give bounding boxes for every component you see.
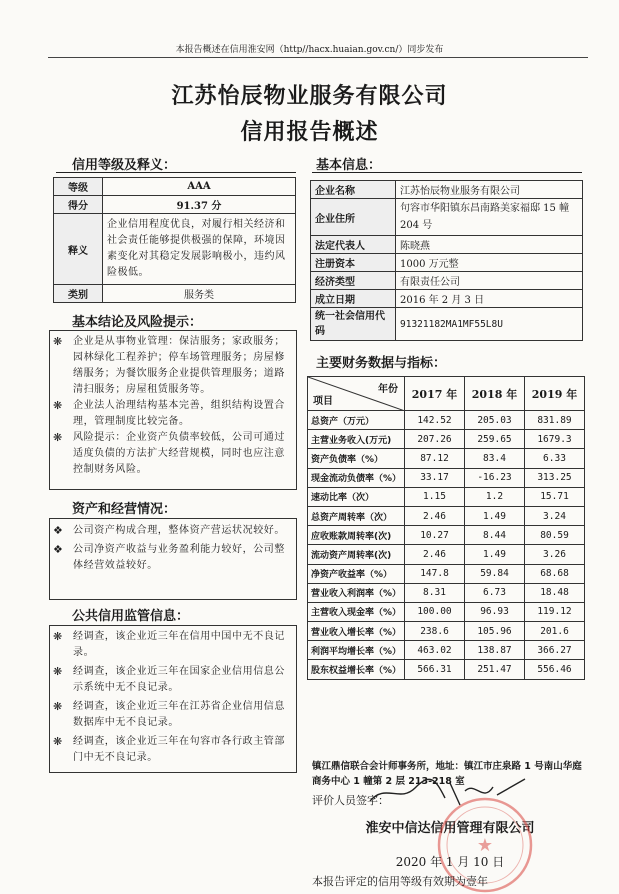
metric-value: 207.26 (405, 430, 465, 449)
table-row (308, 545, 585, 564)
bullet-star-icon: ❋ (53, 630, 63, 643)
bullet-diamond-icon: ❖ (53, 524, 64, 537)
supervision-box (49, 625, 297, 773)
bullet-star-icon: ❋ (53, 735, 63, 748)
table-row (308, 583, 585, 602)
metric-value: 138.87 (465, 641, 525, 660)
metric-value: 205.03 (465, 411, 525, 430)
conclusion-box (49, 330, 297, 490)
credit-code-label: 统一社会信用代码 (311, 308, 396, 341)
metric-label: 利润平均增长率（%） (308, 641, 405, 660)
grade-table (53, 177, 296, 303)
report-title: 信用报告概述 (240, 119, 379, 145)
table-row (308, 449, 585, 468)
metric-value: 142.52 (405, 411, 465, 430)
table-row (54, 214, 296, 285)
table-row (54, 178, 296, 196)
table-row (308, 430, 585, 449)
table-row (308, 506, 585, 525)
founded-label: 成立日期 (311, 290, 396, 308)
metric-label: 资产负债率（%） (308, 449, 405, 468)
metric-value: 238.6 (405, 622, 465, 641)
metric-value: 2.46 (405, 545, 465, 564)
table-row (311, 199, 583, 236)
credit-code-value: 91321182MA1MF55L8U (396, 308, 583, 341)
table-row (308, 487, 585, 506)
metric-value: 96.93 (465, 602, 525, 621)
metric-value: 1.49 (465, 545, 525, 564)
grade-value: AAA (103, 178, 296, 196)
founded-value: 2016 年 2 月 3 日 (396, 290, 583, 308)
conclusion-item-text: 企业法人治理结构基本完善，组织结构设置合理，管理制度比较完备。 (73, 400, 285, 427)
metric-value: 59.84 (465, 564, 525, 583)
table-row (308, 411, 585, 430)
list-item (50, 519, 296, 539)
metric-value: 6.73 (465, 583, 525, 602)
bullet-star-icon: ❋ (53, 399, 63, 412)
metric-value: 251.47 (465, 660, 525, 679)
company-name-value: 江苏怡辰物业服务有限公司 (396, 181, 583, 199)
metric-value: 8.44 (465, 526, 525, 545)
metric-label: 应收账款周转率(次) (308, 526, 405, 545)
table-row (311, 308, 583, 341)
basic-section-rule (312, 172, 582, 173)
metric-value: 259.65 (465, 430, 525, 449)
table-row (54, 285, 296, 303)
assets-box (49, 518, 297, 600)
bullet-diamond-icon: ❖ (53, 543, 64, 556)
table-row (308, 641, 585, 660)
company-name-label: 企业名称 (311, 181, 396, 199)
list-item (50, 626, 296, 661)
grade-section-heading: 信用等级及释义： (72, 158, 177, 173)
table-row (308, 602, 585, 621)
assets-item-text: 公司净资产收益与业务盈利能力较好，公司整体经营效益较好。 (73, 544, 285, 571)
publish-note: 本报告概述在信用淮安网（http//hacx.huaian.gov.cn/）同步发布 (175, 45, 444, 55)
diagonal-header-cell (308, 377, 405, 411)
metric-label: 总资产周转率（次） (308, 506, 405, 525)
capital-label: 注册资本 (311, 254, 396, 272)
issuer-name: 淮安中信达信用管理有限公司 (365, 821, 535, 836)
table-row (308, 468, 585, 487)
metric-label: 流动资产周转率(次) (308, 545, 405, 564)
category-value: 服务类 (103, 285, 296, 303)
metric-value: 18.48 (525, 583, 585, 602)
address-value: 句容市华阳镇东昌南路美家福邸 15 幢 204 号 (396, 199, 583, 236)
metric-value: 147.8 (405, 564, 465, 583)
grade-label: 等级 (54, 178, 103, 196)
list-item (50, 661, 296, 696)
table-row (308, 622, 585, 641)
bullet-star-icon: ❋ (53, 335, 63, 348)
category-label: 类别 (54, 285, 103, 303)
metric-label: 主营收入现金率（%） (308, 602, 405, 621)
metric-label: 总资产（万元） (308, 411, 405, 430)
assets-section-heading: 资产和经营情况： (72, 502, 177, 517)
metric-value: 366.27 (525, 641, 585, 660)
metric-value: 3.24 (525, 506, 585, 525)
metric-value: 1.49 (465, 506, 525, 525)
grade-section-rule (56, 172, 296, 173)
list-item (50, 731, 296, 766)
metric-value: 68.68 (525, 564, 585, 583)
legal-rep-label: 法定代表人 (311, 236, 396, 254)
metric-label: 速动比率（次） (308, 487, 405, 506)
table-row (311, 290, 583, 308)
econ-type-value: 有限责任公司 (396, 272, 583, 290)
finance-section-heading: 主要财务数据与指标： (316, 356, 447, 371)
metric-label: 股东权益增长率（%） (308, 660, 405, 679)
validity-note: 本报告评定的信用等级有效期为壹年 (312, 875, 488, 888)
table-row (311, 181, 583, 199)
metric-value: 10.27 (405, 526, 465, 545)
table-row (54, 196, 296, 214)
metric-value: 80.59 (525, 526, 585, 545)
item-axis-label: 项目 (313, 396, 333, 407)
address-label: 企业住所 (311, 199, 396, 236)
metric-value: 33.17 (405, 468, 465, 487)
table-row (311, 254, 583, 272)
metric-label: 主营业务收入(万元) (308, 430, 405, 449)
definition-value: 企业信用程度优良，对履行相关经济和社会责任能够提供极强的保障，环境因素变化对其稳定发展影响极小，违约风险极低。 (103, 214, 296, 285)
metric-value: 8.31 (405, 583, 465, 602)
metric-value: 15.71 (525, 487, 585, 506)
metric-value: 105.96 (465, 622, 525, 641)
legal-rep-value: 陈晓燕 (396, 236, 583, 254)
metric-label: 现金流动负债率（%） (308, 468, 405, 487)
metric-label: 营业收入增长率（%） (308, 622, 405, 641)
score-value: 91.37 分 (103, 196, 296, 214)
metric-value: 201.6 (525, 622, 585, 641)
metric-label: 净资产收益率（%） (308, 564, 405, 583)
supervision-item-text: 经调查，该企业近三年在江苏省企业信用信息数据库中无不良记录。 (73, 701, 285, 728)
basic-section-heading: 基本信息： (316, 158, 382, 173)
year-axis-label: 年份 (378, 384, 398, 395)
metric-value: 87.12 (405, 449, 465, 468)
year-header: 2017 年 (405, 377, 465, 411)
list-item (50, 398, 296, 430)
metric-value: 1.15 (405, 487, 465, 506)
metric-value: 100.00 (405, 602, 465, 621)
metric-value: 831.89 (525, 411, 585, 430)
list-item (50, 430, 296, 478)
table-row (311, 236, 583, 254)
metric-label: 营业收入利润率（%） (308, 583, 405, 602)
supervision-section-heading: 公共信用监管信息： (72, 609, 190, 624)
conclusion-section-heading: 基本结论及风险提示： (72, 315, 203, 330)
definition-label: 释义 (54, 214, 103, 285)
table-row (311, 272, 583, 290)
auditor-address-note: 镇江鼎信联合会计师事务所，地址：镇江市庄泉路 1 号南山华庭商务中心 1 幢第 2 层 213-218 室 (312, 761, 582, 787)
company-title: 江苏怡辰物业服务有限公司 (171, 83, 448, 109)
metric-value: 566.31 (405, 660, 465, 679)
metric-value: 1.2 (465, 487, 525, 506)
issue-date: 2020 年 1 月 10 日 (395, 855, 505, 869)
list-item (50, 539, 296, 574)
svg-text:★: ★ (476, 835, 494, 856)
list-item (50, 331, 296, 398)
conclusion-item-text: 企业是从事物业管理：保洁服务；家政服务；园林绿化工程养护；停车场管理服务；房屋修缮服务；为餐饮服务企业提供管理服务；道路清扫服务；房屋租赁服务等。 (73, 336, 285, 395)
supervision-item-text: 经调查，该企业近三年在国家企业信用信息公示系统中无不良记录。 (73, 666, 285, 693)
list-item (50, 696, 296, 731)
year-header: 2018 年 (465, 377, 525, 411)
metric-value: 3.26 (525, 545, 585, 564)
bullet-star-icon: ❋ (53, 700, 63, 713)
supervision-item-text: 经调查，该企业近三年在信用中国中无不良记录。 (73, 631, 285, 658)
metric-value: 83.4 (465, 449, 525, 468)
metric-value: 119.12 (525, 602, 585, 621)
econ-type-label: 经济类型 (311, 272, 396, 290)
evaluator-label: 评价人员签字： (312, 794, 389, 807)
metric-value: 556.46 (525, 660, 585, 679)
score-label: 得分 (54, 196, 103, 214)
capital-value: 1000 万元整 (396, 254, 583, 272)
header-divider (48, 57, 588, 58)
metric-value: 463.02 (405, 641, 465, 660)
table-row (308, 526, 585, 545)
year-header: 2019 年 (525, 377, 585, 411)
conclusion-item-text: 风险提示：企业资产负债率较低，公司可通过适度负债的方法扩大经营规模，同时也应注意控制财务风险。 (73, 432, 285, 475)
bullet-star-icon: ❋ (53, 665, 63, 678)
table-row (308, 660, 585, 679)
table-row (308, 564, 585, 583)
metric-value: 313.25 (525, 468, 585, 487)
table-header-row (308, 377, 585, 411)
metric-value: 1679.3 (525, 430, 585, 449)
metric-value: -16.23 (465, 468, 525, 487)
basic-info-table (310, 180, 583, 341)
bullet-star-icon: ❋ (53, 431, 63, 444)
metric-value: 6.33 (525, 449, 585, 468)
assets-item-text: 公司资产构成合理，整体资产营运状况较好。 (73, 525, 285, 536)
metric-value: 2.46 (405, 506, 465, 525)
supervision-item-text: 经调查，该企业近三年在句容市各行政主管部门中无不良记录。 (73, 736, 285, 763)
finance-table (307, 376, 585, 680)
